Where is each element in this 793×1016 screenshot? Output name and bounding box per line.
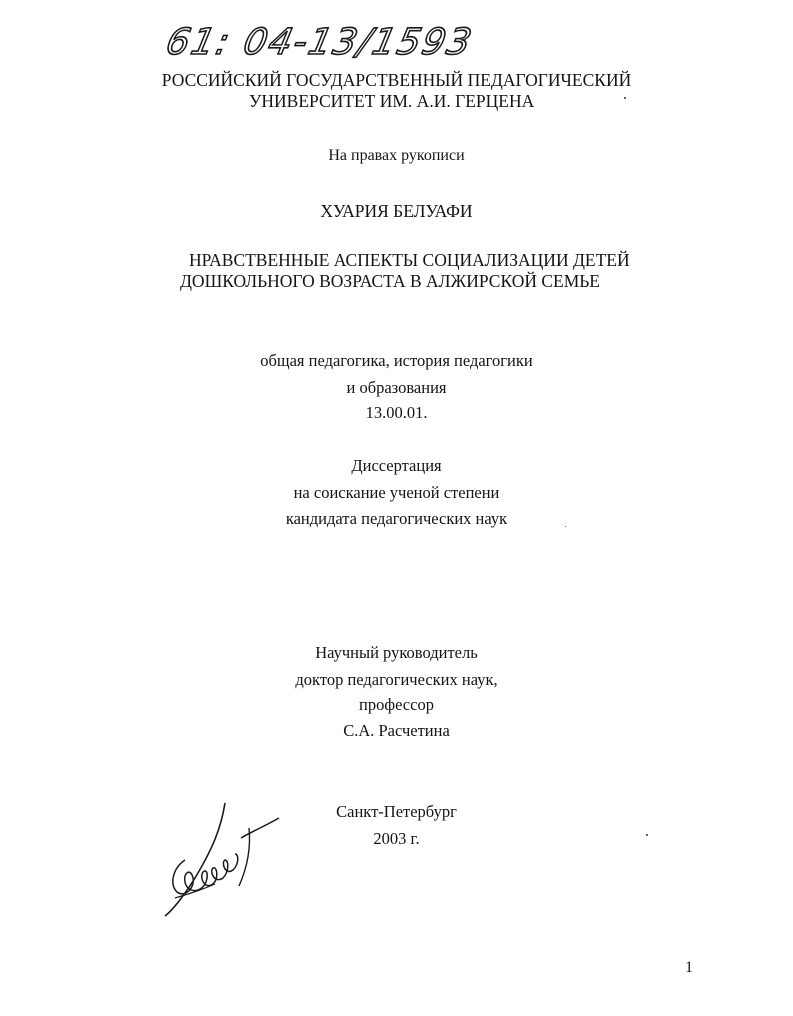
degree-line-2: на соискание ученой степени — [293, 483, 500, 502]
signature-icon — [155, 798, 285, 923]
university-line-1: РОССИЙСКИЙ ГОСУДАРСТВЕННЫЙ ПЕДАГОГИЧЕСКИЙ — [161, 70, 632, 90]
author-name: ХУАРИЯ БЕЛУАФИ — [320, 201, 473, 221]
speck — [565, 526, 566, 527]
handwritten-archive-code — [162, 18, 478, 66]
supervisor-name: С.А. Расчетина — [343, 721, 450, 740]
specialty-line-2: и образования — [346, 378, 447, 397]
archive-code-text: 61: 04-13/1593 — [162, 20, 478, 63]
specialty-line-1: общая педагогика, история педагогики — [260, 351, 533, 370]
rights-note: На правах рукописи — [328, 147, 465, 164]
supervisor-line-2: доктор педагогических наук, — [295, 670, 498, 689]
thesis-title-line-2: ДОШКОЛЬНОГО ВОЗРАСТА В АЛЖИРСКОЙ СЕМЬЕ — [180, 271, 600, 291]
supervisor-line-1: Научный руководитель — [315, 643, 478, 662]
thesis-title-line-1: НРАВСТВЕННЫЕ АСПЕКТЫ СОЦИАЛИЗАЦИИ ДЕТЕЙ — [189, 250, 630, 270]
speck — [624, 97, 626, 99]
year: 2003 г. — [373, 829, 420, 848]
degree-line-1: Диссертация — [351, 456, 442, 475]
supervisor-line-3: профессор — [359, 695, 434, 714]
degree-line-3: кандидата педагогических наук — [285, 509, 508, 528]
speck — [646, 834, 648, 836]
specialty-code: 13.00.01. — [365, 403, 428, 422]
page-number: 1 — [685, 959, 693, 976]
university-line-2: УНИВЕРСИТЕТ ИМ. А.И. ГЕРЦЕНА — [249, 91, 535, 111]
city: Санкт-Петербург — [336, 802, 457, 821]
